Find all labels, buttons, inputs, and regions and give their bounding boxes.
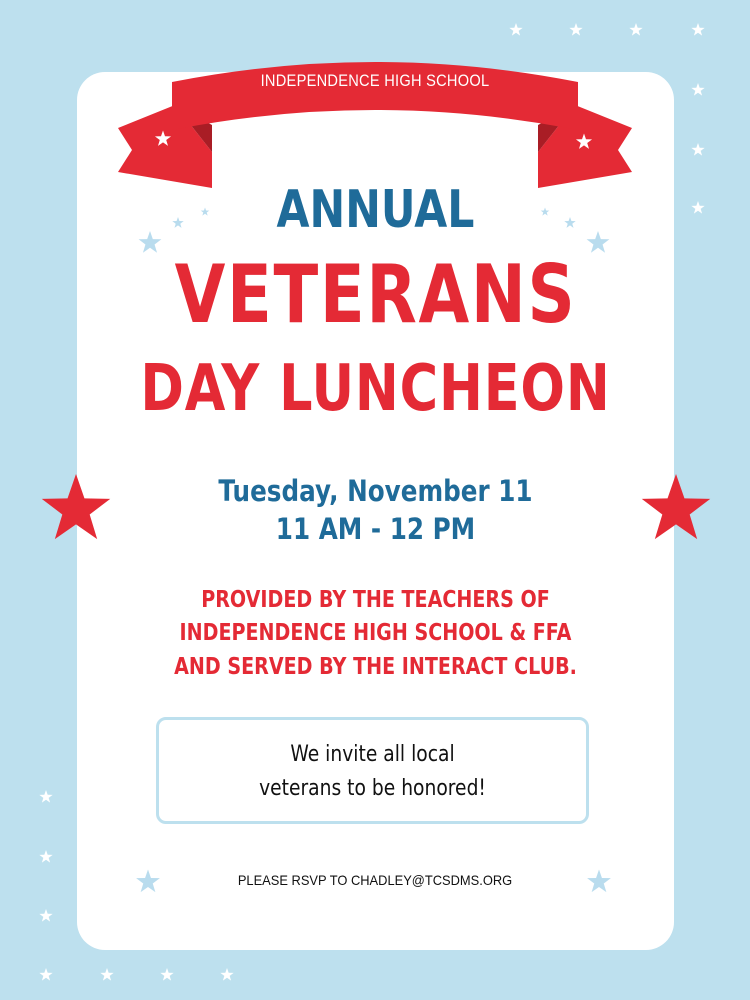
invite-line-2: veterans to be honored!	[259, 776, 486, 801]
invite-line-1: We invite all local	[290, 742, 455, 767]
rsvp-text: PLEASE RSVP TO CHADLEY@TCSDMS.ORG	[237, 872, 513, 888]
provided-line-2: INDEPENDENCE HIGH SCHOOL & FFA	[179, 620, 572, 646]
invite-box	[156, 717, 589, 824]
star-icon	[42, 474, 110, 539]
title-veterans: VETERANS	[174, 248, 577, 341]
provided-line-1: PROVIDED BY THE TEACHERS OF	[201, 587, 550, 613]
event-time: 11 AM - 12 PM	[275, 512, 476, 546]
title-annual: ANNUAL	[276, 180, 475, 240]
star-icon	[136, 870, 160, 893]
school-banner-label: INDEPENDENCE HIGH SCHOOL	[260, 71, 490, 90]
star-icon	[642, 474, 710, 539]
provided-line-3: AND SERVED BY THE INTERACT CLUB.	[174, 654, 577, 680]
star-icon	[587, 870, 611, 893]
title-day-luncheon: DAY LUNCHEON	[140, 352, 611, 426]
event-date: Tuesday, November 11	[218, 474, 533, 508]
